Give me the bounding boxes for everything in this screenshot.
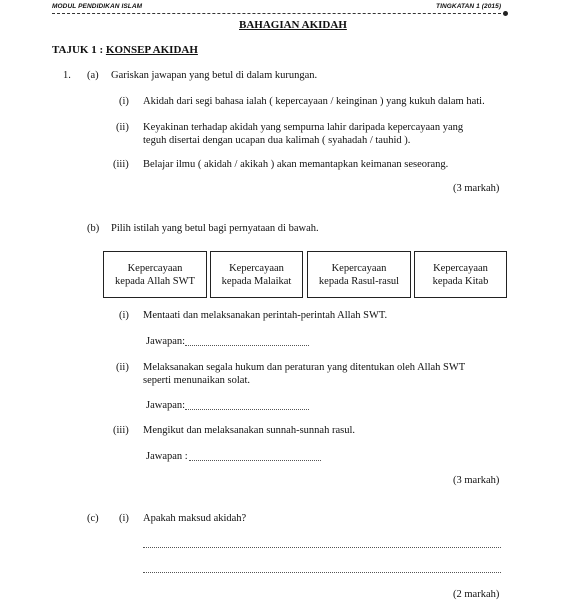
option-line2: kepada Allah SWT [115,275,195,287]
part-b-label: (b) [87,223,100,234]
part-a-item-text: Belajar ilmu ( akidah / akikah ) akan memantapkan keimanan seseorang. [143,159,449,170]
option-box-allah [103,251,207,298]
part-b-item-num: (i) [119,310,129,321]
part-a-instruction: Gariskan jawapan yang betul di dalam kurungan. [111,70,318,81]
part-a-item-text-line2: teguh disertai dengan ucapan dua kalimah ( syahadah / tauhid ). [143,135,411,146]
answer-label: Jawapan: [146,336,186,347]
part-b-item-text-line2: seperti menunaikan solat. [143,375,251,386]
answer-label: Jawapan : [146,451,188,462]
answer-line[interactable] [185,409,309,410]
option-box-kitab [414,251,507,298]
option-box-malaikat [210,251,303,298]
part-c-marks: (2 markah) [453,589,500,600]
question-number: 1. [63,70,71,81]
topic-name: KONSEP AKIDAH [105,44,198,56]
option-box-rasul [307,251,411,298]
part-b-instruction: Pilih istilah yang betul bagi pernyataan di bawah. [111,223,319,234]
part-a-item-num: (ii) [116,122,129,133]
part-c-item-num: (i) [119,513,129,524]
part-b-item-text: Mengikut dan melaksanakan sunnah-sunnah rasul. [143,425,355,436]
option-line1: Kepercayaan [229,262,284,274]
part-a-item-text-line1: Keyakinan terhadap akidah yang sempurna lahir daripada kepercayaan yang [143,122,464,133]
topic-heading [52,44,198,56]
answer-line[interactable] [189,460,321,461]
option-line2: kepada Malaikat [221,275,292,287]
module-header-left: MODUL PENDIDIKAN ISLAM [52,3,143,10]
header-divider [52,13,506,14]
part-a-item-text: Akidah dari segi bahasa ialah ( kepercayaan / keinginan ) yang kukuh dalam hati. [143,96,485,107]
option-line1: Kepercayaan [127,262,183,274]
topic-label: TAJUK 1 : [52,44,104,56]
answer-line[interactable] [185,345,309,346]
header-divider-end-dot [503,11,508,16]
option-line2: kepada Rasul-rasul [318,275,400,287]
part-a-marks: (3 markah) [453,183,500,194]
answer-line[interactable] [143,572,501,573]
answer-label: Jawapan: [146,400,186,411]
part-a-item-num: (i) [119,96,129,107]
part-b-item-text-line1: Melaksanakan segala hukum dan peraturan yang ditentukan oleh Allah SWT [143,362,466,373]
part-c-label: (c) [87,513,99,524]
option-line1: Kepercayaan [331,262,387,274]
part-a-item-num: (iii) [113,159,129,170]
section-title: BAHAGIAN AKIDAH [239,19,347,31]
part-b-item-text: Mentaati dan melaksanakan perintah-perintah Allah SWT. [143,310,388,321]
part-a-label: (a) [87,70,99,81]
option-line2: kepada Kitab [432,275,489,287]
part-b-item-num: (ii) [116,362,129,373]
answer-line[interactable] [143,547,501,548]
part-b-marks: (3 markah) [453,475,500,486]
part-c-question: Apakah maksud akidah? [143,513,247,524]
module-header-right: TINGKATAN 1 (2015) [436,3,502,10]
option-line1: Kepercayaan [433,262,488,274]
part-b-item-num: (iii) [113,425,129,436]
